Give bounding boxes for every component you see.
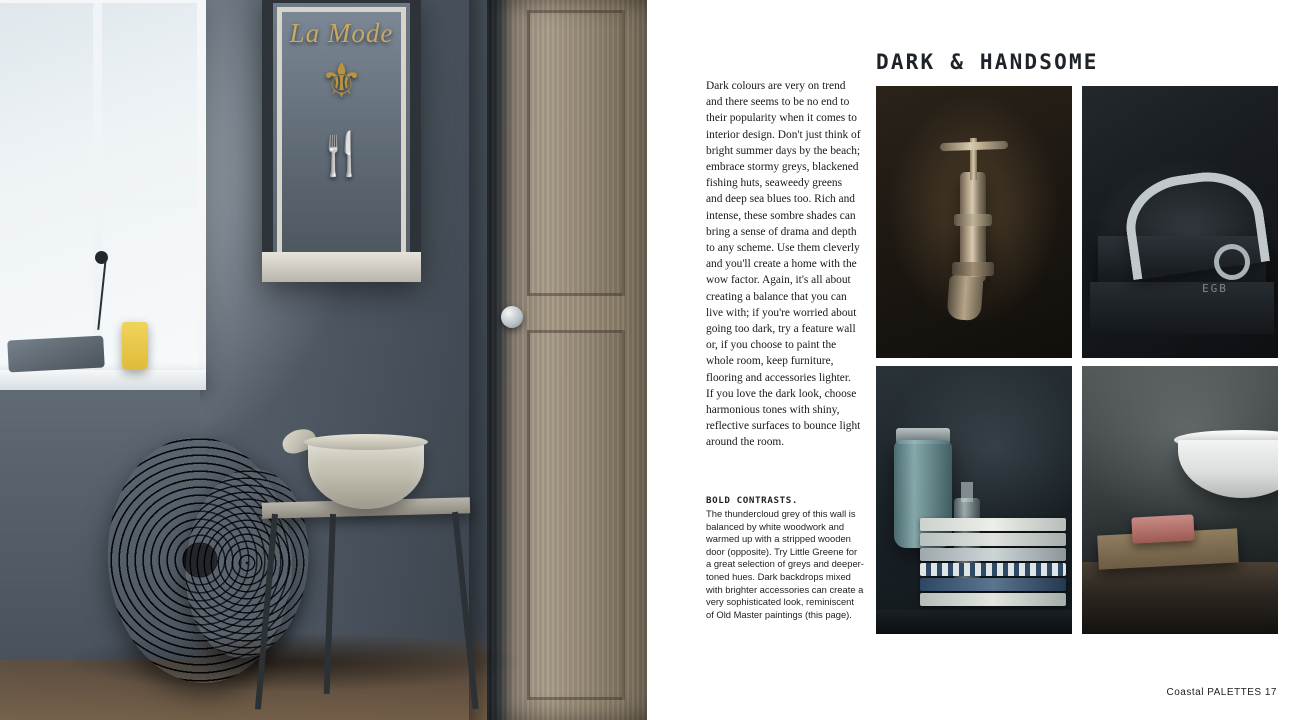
- caption-heading: BOLD CONTRASTS.: [706, 495, 798, 506]
- photo-tap-image: [876, 86, 1072, 358]
- stripped-wooden-door: [487, 0, 647, 720]
- window-mullion-horizontal: [0, 199, 197, 207]
- door-panel-top: [527, 10, 625, 296]
- bowl-rim: [304, 434, 428, 450]
- white-ceramic-bowl: [1178, 440, 1278, 498]
- photo-linens-image: [876, 366, 1072, 634]
- right-page: [647, 0, 1293, 720]
- photo-rope-image: [1082, 86, 1278, 358]
- body-copy: Dark colours are very on trend and there seems to be no end to their popularity when it comes to interior design. Don't just think of bright summer days by the beach; embrace stormy greys, blackened fishing huts, seaweedy greens and deep sea blues too. Rich and intense, these sombre shades can bring a sense of drama and depth to any scheme. Use them cleverly and you'll create a home with the wow factor. Again, it's all about creating a balance that you can live with; if you're worried about going too dark, try a feature wall or, if you choose to paint the whole room, keep furniture, flooring and accessories lighter. If you love the dark look, choose harmonious tones with shiny, reflective surfaces to bounce light around the room.: [706, 80, 861, 449]
- poppy-seedhead: [95, 251, 108, 264]
- door-panel-bottom: [527, 330, 625, 700]
- dark-box-lower: [1090, 282, 1274, 334]
- pink-soap-bar: [1131, 514, 1194, 543]
- sash-window: [0, 0, 206, 388]
- tap-collar-upper: [954, 214, 992, 226]
- photo-soap-image: [1082, 366, 1278, 634]
- photo-soap: [1082, 366, 1278, 634]
- box-label-text: EGB: [1202, 282, 1228, 295]
- door-knob: [501, 306, 523, 328]
- yellow-vase: [122, 322, 148, 370]
- tap-handle: [940, 141, 1008, 151]
- photo-linens: [876, 366, 1072, 634]
- frame-bottom-edge: [262, 252, 421, 282]
- soap-table-surface: [1082, 562, 1278, 634]
- page-folio: Coastal PALETTES 17: [1166, 687, 1277, 698]
- folded-linen-4: [920, 593, 1066, 606]
- tap-spout: [947, 275, 984, 321]
- photo-rope: [1082, 86, 1278, 358]
- knife-icon: 🍴: [315, 132, 368, 178]
- sill-objects: [7, 336, 105, 373]
- page-title: DARK & HANDSOME: [876, 50, 1099, 74]
- folded-linen-2: [920, 533, 1066, 546]
- window-sill: [0, 370, 206, 390]
- cutlery-icons: [315, 130, 367, 179]
- framed-wall-panel: [262, 0, 421, 282]
- tap-collar-lower: [952, 262, 994, 276]
- photo-tap: [876, 86, 1072, 358]
- frame-inner-board: [277, 7, 406, 267]
- frame-title-text: La Mode: [289, 18, 394, 48]
- caption-block: [706, 495, 864, 621]
- linen-table-surface: [876, 610, 1072, 634]
- glass-jar: [894, 440, 952, 548]
- folded-linen-3: [920, 548, 1066, 561]
- fleur-de-lis-icon: ⚜: [319, 55, 364, 108]
- caption-text: The thundercloud grey of this wall is balanced by white woodwork and warmed up with a stripped wooden door (opposite). Try Little Greene for a great selection of greys and deeper-toned hues. Dark backdrops mixed with brighter accessories can create a very sophisticated look, reminiscent of Old Master paintings (this page).: [706, 508, 864, 620]
- door-edge-shadow: [469, 0, 487, 720]
- floor-shadow: [60, 632, 527, 692]
- striped-cloth: [920, 563, 1066, 576]
- photo-grid: [876, 86, 1278, 634]
- folded-linen-1: [920, 518, 1066, 531]
- blue-cloth: [920, 578, 1066, 591]
